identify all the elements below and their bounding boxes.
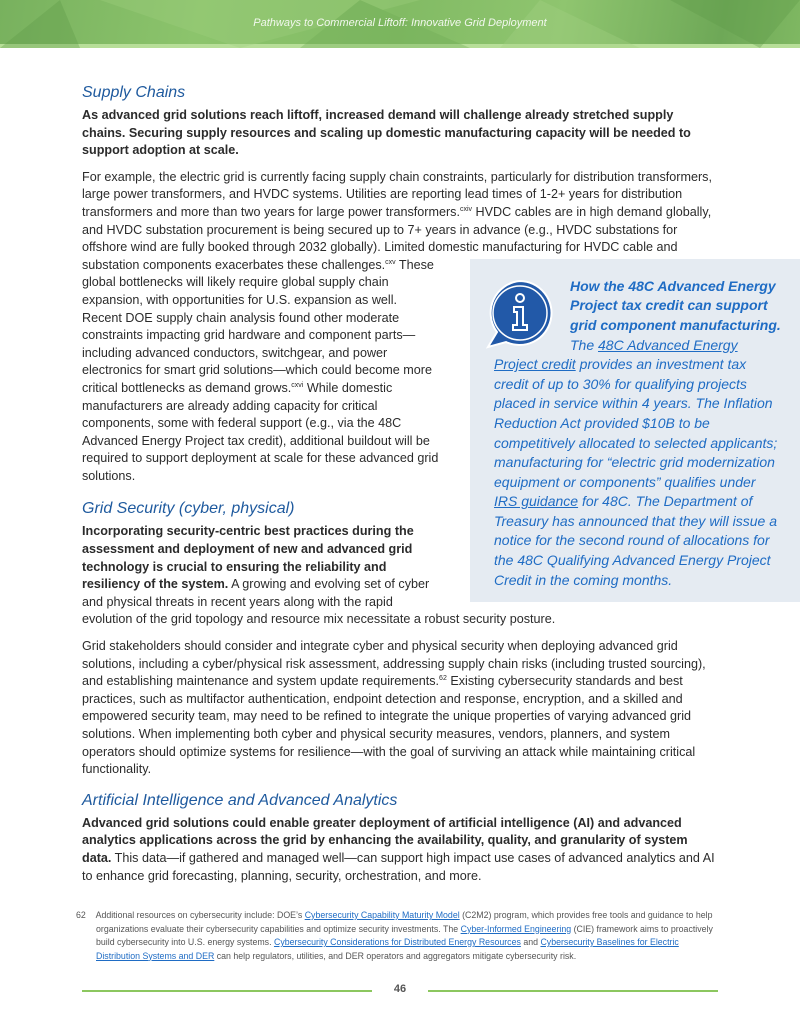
link-48c-credit[interactable]: 48C Advanced Energy Project credit (494, 336, 738, 373)
link-c2m2[interactable]: Cybersecurity Capability Maturity Model (304, 910, 460, 920)
link-cie[interactable]: Cyber-Informed Engineering (460, 923, 572, 934)
footnote-62 (76, 909, 722, 963)
text: for 48C. The Department of Treasury has announced that they will issue a notice for the second round of allocations for the 48C Qualifying Advanced Energy Project Credit in the coming months. (494, 493, 778, 588)
callout-title: How the 48C Advanced Energy Project tax credit can support grid component manufacturing. (570, 277, 781, 333)
main-content (82, 83, 781, 894)
callout-body (494, 336, 782, 591)
text: (C2M2) program, which provides free tools and guidance to help organizations evaluate their cybersecurity capabilities and optimize security investments. The (96, 910, 713, 934)
supply-lead: As advanced grid solutions reach liftoff, increased demand will challenge already stretched supply chains. Securing supply resources and scaling up domestic manufacturing capacity will be needed to support adoption at scale. (82, 108, 691, 158)
footer-rule-right (428, 990, 718, 992)
footnote-ref[interactable]: 62 (439, 675, 447, 683)
text: A growing and evolving set of cyber and physical threats in recent years along with the rapid evolution of the grid topology and resource mix necessitate a robust security posture. (82, 577, 556, 627)
text: provides an investment tax credit of up to 30% for qualifying projects placed in service within 4 years. The Inflation Reduction Act provided $10B to be competitively allocated to selected applicants; manufacturing for “electric grid modernization equipment or components” qualifies under (494, 356, 778, 490)
page-footer (82, 983, 718, 997)
sidebar-callout-48c (470, 259, 800, 603)
page-number: 46 (393, 983, 407, 995)
text: can help regulators, utilities, and DER operators and aggregators mitigate cybersecurity risk. (214, 950, 577, 961)
text: Grid stakeholders should consider and integrate cyber and physical security when deploying advanced grid solutions, including a cyber/physical risk assessment, addressing supply chain risks (including trusted sourcing), and establishing maintenance and system update requirements. (82, 639, 706, 689)
text: Additional resources on cybersecurity include: DOE’s (95, 910, 305, 920)
link-irs-guidance[interactable]: IRS guidance (494, 493, 579, 510)
footer-rule-left (82, 990, 372, 992)
running-header-title: Pathways to Commercial Liftoff: Innovative Grid Deployment (253, 17, 547, 29)
text: and (520, 937, 541, 947)
text: The (570, 336, 599, 353)
text: (CIE) framework aims to proactively build cybersecurity into U.S. energy systems. (96, 923, 713, 947)
ai-paragraph (82, 815, 718, 885)
link-der-baselines[interactable]: Cybersecurity Baselines for Electric Distribution Systems and DER (96, 937, 679, 961)
section-heading-supply-chains: Supply Chains (82, 84, 186, 101)
section-heading-ai: Artificial Intelligence and Advanced Analytics (82, 791, 398, 809)
text: For example, the electric grid is currently facing supply chain constraints, particularly for distribution transformers, large power transformers, and HVDC systems. Utilities are reporting lead times of 1-2+ years for distribution transformers and more than two years for large power transformers. (82, 169, 712, 219)
text: While domestic manufacturers are already adding capacity for critical components, some with federal support (e.g., via the 48C Advanced Energy Project tax credit), additional buildout will be required to support deployment at scale for these advanced grid solutions. (82, 380, 439, 483)
link-der-considerations[interactable]: Cybersecurity Considerations for Distributed Energy Resources (273, 937, 521, 947)
text: HVDC cables are in high demand globally, and HVDC substation procurement is being secured up to 7+ years in advance (e.g., HVDC substations for offshore wind are fully booked through 2032 globally). Limited domestic manufacturing for HVDC cable and substation components exacerbates these challenges. (82, 204, 712, 272)
bold-lead: Incorporating security-centric best practices during the assessment and deployment of new and advanced grid technology is crucial to ensuring the reliability and resiliency of the system. (82, 524, 414, 592)
text: Existing cybersecurity standards and best practices, such as multifactor authentication, endpoint detection and response, encryption, and a skilled and empowered security team, may need to be refined to integrate the unique properties of varying advanced grid solutions. When implementing both cyber and physical security measures, vendors, planners, and system operators should optimize systems for resilience—with the goal of surviving an attack while maintaining critical functionality. (82, 674, 696, 777)
security-paragraph (82, 638, 718, 779)
endnote-ref[interactable]: cxvi (291, 381, 304, 389)
text: These global bottlenecks will likely require global supply chain expansion, with opportunities for U.S. expansion as well. Recent DOE supply chain analysis found other moderate constraints impacting grid hardware and component parts—including advanced conductors, switchgear, and power electronics for smart grid solutions—which could become more critical bottlenecks as demand grows. (82, 257, 434, 395)
footnote-number: 62 (76, 910, 86, 920)
bold-lead: Advanced grid solutions could enable greater deployment of artificial intelligence (AI) and advanced analytics applications across the grid by enhancing the availability, quality, and granularity of system data. (82, 815, 688, 865)
endnote-ref[interactable]: cxv (385, 258, 396, 266)
section-heading-grid-security: Grid Security (cyber, physical) (82, 500, 295, 518)
header-banner (0, 0, 800, 48)
info-speech-bubble-icon (484, 277, 556, 349)
endnote-ref[interactable]: cxiv (459, 205, 473, 213)
text: This data—if gathered and managed well—can support high impact use cases of advanced analytics and AI to enhance grid forecasting, planning, security, orchestration, and more. (82, 850, 715, 883)
